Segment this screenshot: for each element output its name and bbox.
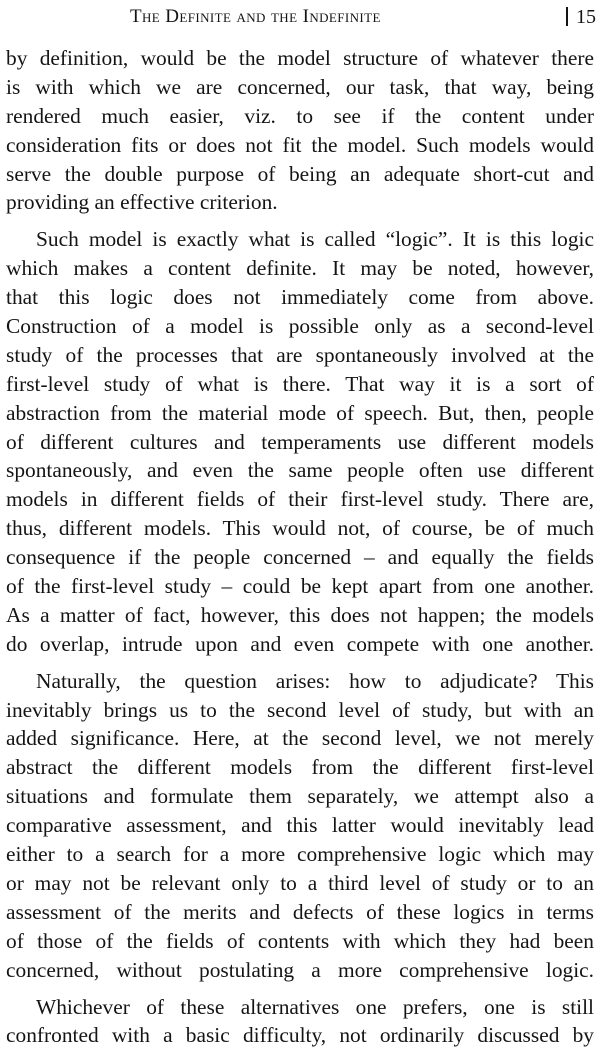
text-line: Construction of a model is possible only as a second-level xyxy=(6,314,594,339)
text-line: Whichever of these alternatives one prefers, one is still xyxy=(36,994,594,1019)
paragraph-3 xyxy=(6,667,594,985)
running-title: The Definite and the Indefinite xyxy=(130,6,381,27)
text-line: providing an effective criterion. xyxy=(6,190,278,215)
text-line: of the first-level study – could be kept apart from one another. xyxy=(6,574,594,599)
text-line: situations and formulate them separately, we attempt also a xyxy=(6,784,594,809)
text-line: of different cultures and temperaments use different models xyxy=(6,429,594,454)
text-line: consideration fits or does not fit the model. Such models would xyxy=(6,132,594,157)
paragraph-2 xyxy=(6,225,594,658)
text-line: consequence if the people concerned – and equally the fields xyxy=(6,545,594,570)
text-line: added significance. Here, at the second level, we not merely xyxy=(6,726,594,751)
text-line: As a matter of fact, however, this does not happen; the models xyxy=(6,602,594,627)
text-line: inevitably brings us to the second level of study, but with an xyxy=(6,697,594,722)
text-line: is with which we are concerned, our task, that way, being xyxy=(6,74,594,99)
text-line: Naturally, the question arises: how to adjudicate? This xyxy=(36,668,594,693)
text-line: assessment of the merits and defects of these logics in terms xyxy=(6,899,594,924)
text-line: abstract the different models from the different first-level xyxy=(6,755,594,780)
page-number-block xyxy=(566,6,596,29)
text-line: by definition, would be the model structure of whatever there xyxy=(6,46,594,70)
text-line: of those of the fields of contents with which they had been xyxy=(6,928,594,953)
text-line: which makes a content definite. It may be noted, however, xyxy=(6,256,594,281)
text-line: rendered much easier, viz. to see if the content under xyxy=(6,103,594,128)
text-line: concerned, without postulating a more comprehensive logic. xyxy=(6,957,594,982)
paragraph-4 xyxy=(6,993,594,1051)
text-line: first-level study of what is there. That way it is a sort of xyxy=(6,371,594,396)
text-line: abstraction from the material mode of speech. But, then, people xyxy=(6,400,594,425)
text-line: either to a search for a more comprehensive logic which may xyxy=(6,842,594,867)
text-line: Such model is exactly what is called “logic”. It is this logic xyxy=(36,227,594,252)
page-number: 15 xyxy=(576,6,596,28)
text-line: study of the processes that are spontaneously involved at the xyxy=(6,342,594,367)
text-line: do overlap, intrude upon and even compete with one another. xyxy=(6,631,594,656)
paragraph-1 xyxy=(6,44,594,217)
running-header xyxy=(0,4,600,32)
text-line: spontaneously, and even the same people often use different xyxy=(6,458,594,483)
text-line: confronted with a basic difficulty, not ordinarily discussed by xyxy=(6,1023,594,1048)
text-line: serve the double purpose of being an adequate short-cut and xyxy=(6,161,594,186)
text-line: thus, different models. This would not, of course, be of much xyxy=(6,516,594,541)
body-text xyxy=(6,44,594,1058)
text-line: or may not be relevant only to a third level of study or to an xyxy=(6,870,594,895)
text-line: comparative assessment, and this latter would inevitably lead xyxy=(6,813,594,838)
text-line: models in different fields of their first-level study. There are, xyxy=(6,487,594,512)
header-divider xyxy=(566,7,568,26)
text-line: that this logic does not immediately come from above. xyxy=(6,285,594,310)
